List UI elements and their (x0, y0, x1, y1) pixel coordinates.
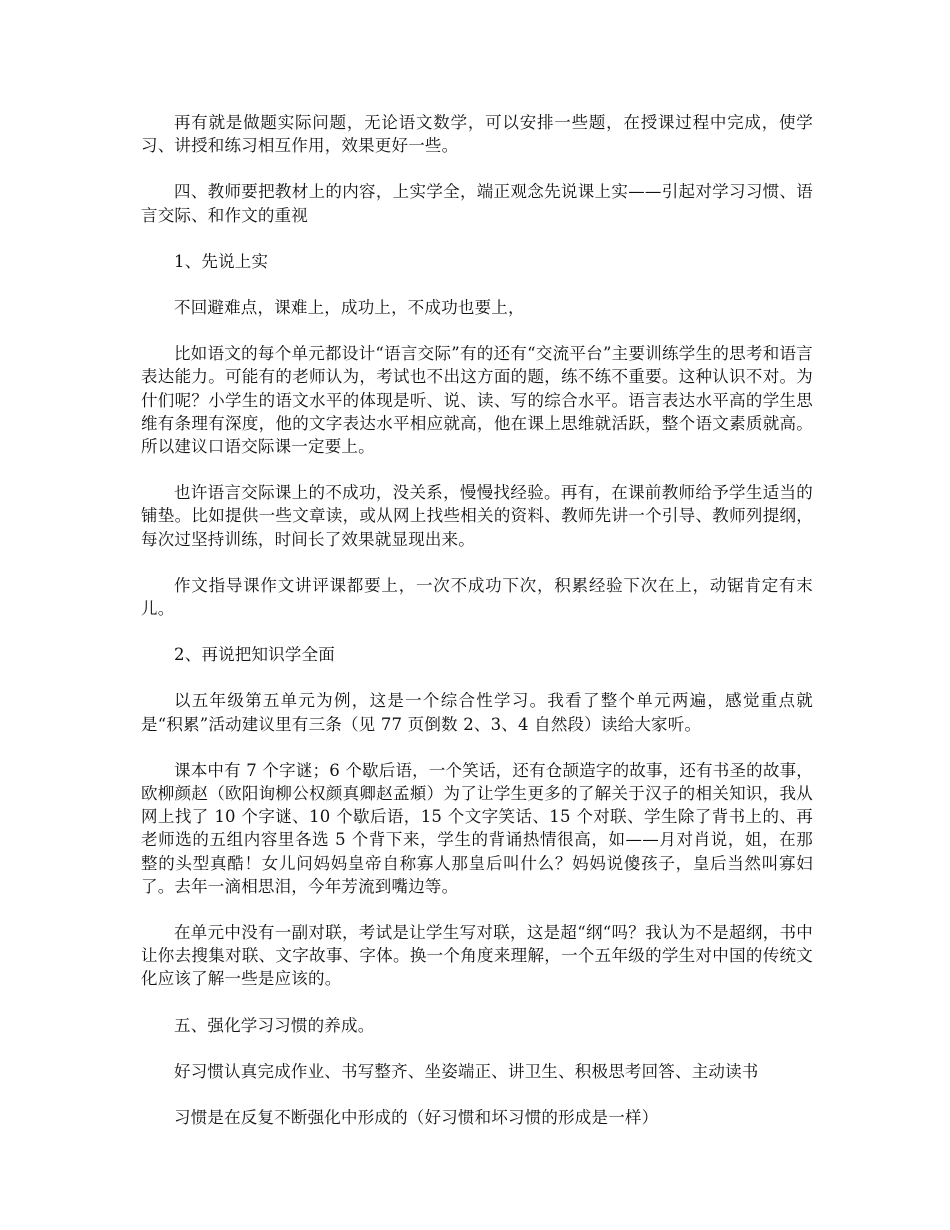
paragraph-9: 好习惯认真完成作业、书写整齐、坐姿端正、讲卫生、积极思考回答、主动读书 (174, 1061, 759, 1081)
paragraph-5: 作文指导课作文讲评课都要上，一次不成功下次，积累经验下次在上，动锯肯定有末儿。 (141, 575, 813, 619)
paragraph-8: 在单元中没有一副对联，考试是让学生写对联，这是超“纲“吗？我认为不是超纲，书中让你去搜集对联、文字故事、字体。换一个角度来理解，一个五年级的学生对中国的传统文化应该了解一些是应该的。 (141, 923, 813, 989)
subheading-1: 1、先说上实 (174, 251, 269, 271)
paragraph-1: 再有就是做题实际问题，无论语文数学，可以安排一些题，在授课过程中完成，使学习、讲授和练习相互作用，效果更好一些。 (141, 113, 813, 156)
paragraph-3: 比如语文的每个单元都设计“语言交际”有的还有“交流平台”主要训练学生的思考和语言表达能力。可能有的老师认为，考试也不出这方面的题，练不练不重要。这种认识不对。为什们呢？小学生的语文水平的体现是听、说、读、写的综合水平。语言表达水平高的学生思维有条理有深度，他的文字表达水平相应就高，他在课上思维就活跃，整个语文素质就高。所以建议口语交际课一定要上。 (141, 344, 813, 457)
subheading-2: 2、再说把知识学全面 (174, 645, 335, 665)
paragraph-4: 也许语言交际课上的不成功，没关系，慢慢找经验。再有，在课前教师给予学生适当的铺垫。比如提供一些文章读，或从网上找些相关的资料、教师先讲一个引导、教师列提纲，每次过坚持训练，时间长了效果就显现出来。 (141, 483, 813, 549)
document-body (141, 111, 813, 1152)
section-heading-5: 五、强化学习习惯的养成。 (174, 1015, 375, 1035)
paragraph-10: 习惯是在反复不断强化中形成的（好习惯和坏习惯的形成是一样） (174, 1108, 659, 1128)
paragraph-6: 以五年级第五单元为例，这是一个综合性学习。我看了整个单元两遍，感觉重点就是“积累”活动建议里有三条（见 77 页倒数 2、3、4 自然段）读给大家听。 (141, 691, 813, 734)
section-heading-4: 四、教师要把教材上的内容，上实学全，端正观念先说课上实——引起对学习习惯、语言交际、和作文的重视 (141, 182, 813, 225)
paragraph-7: 课本中有 7 个字谜；6 个歇后语，一个笑话，还有仓颉造字的故事，还有书圣的故事，欧柳颜赵（欧阳询柳公权颜真卿赵孟頫）为了让学生更多的了解关于汉子的相关知识，我从网上找了 10 个字谜、10 个歇后语，15 个文字笑话、15 个对联、学生除了背书上的、再老师选的五组内容里各选 5 个背下来，学生的背诵热情很高，如——月对肖说，姐，在那整的头型真酷！女儿问妈妈皇帝自称寡人那皇后叫什么？妈妈说傻孩子，皇后当然叫寡妇了。去年一滴相思泪，今年芳流到嘴边等。 (141, 760, 813, 896)
paragraph-2: 不回避难点，课难上，成功上，不成功也要上， (174, 298, 525, 318)
